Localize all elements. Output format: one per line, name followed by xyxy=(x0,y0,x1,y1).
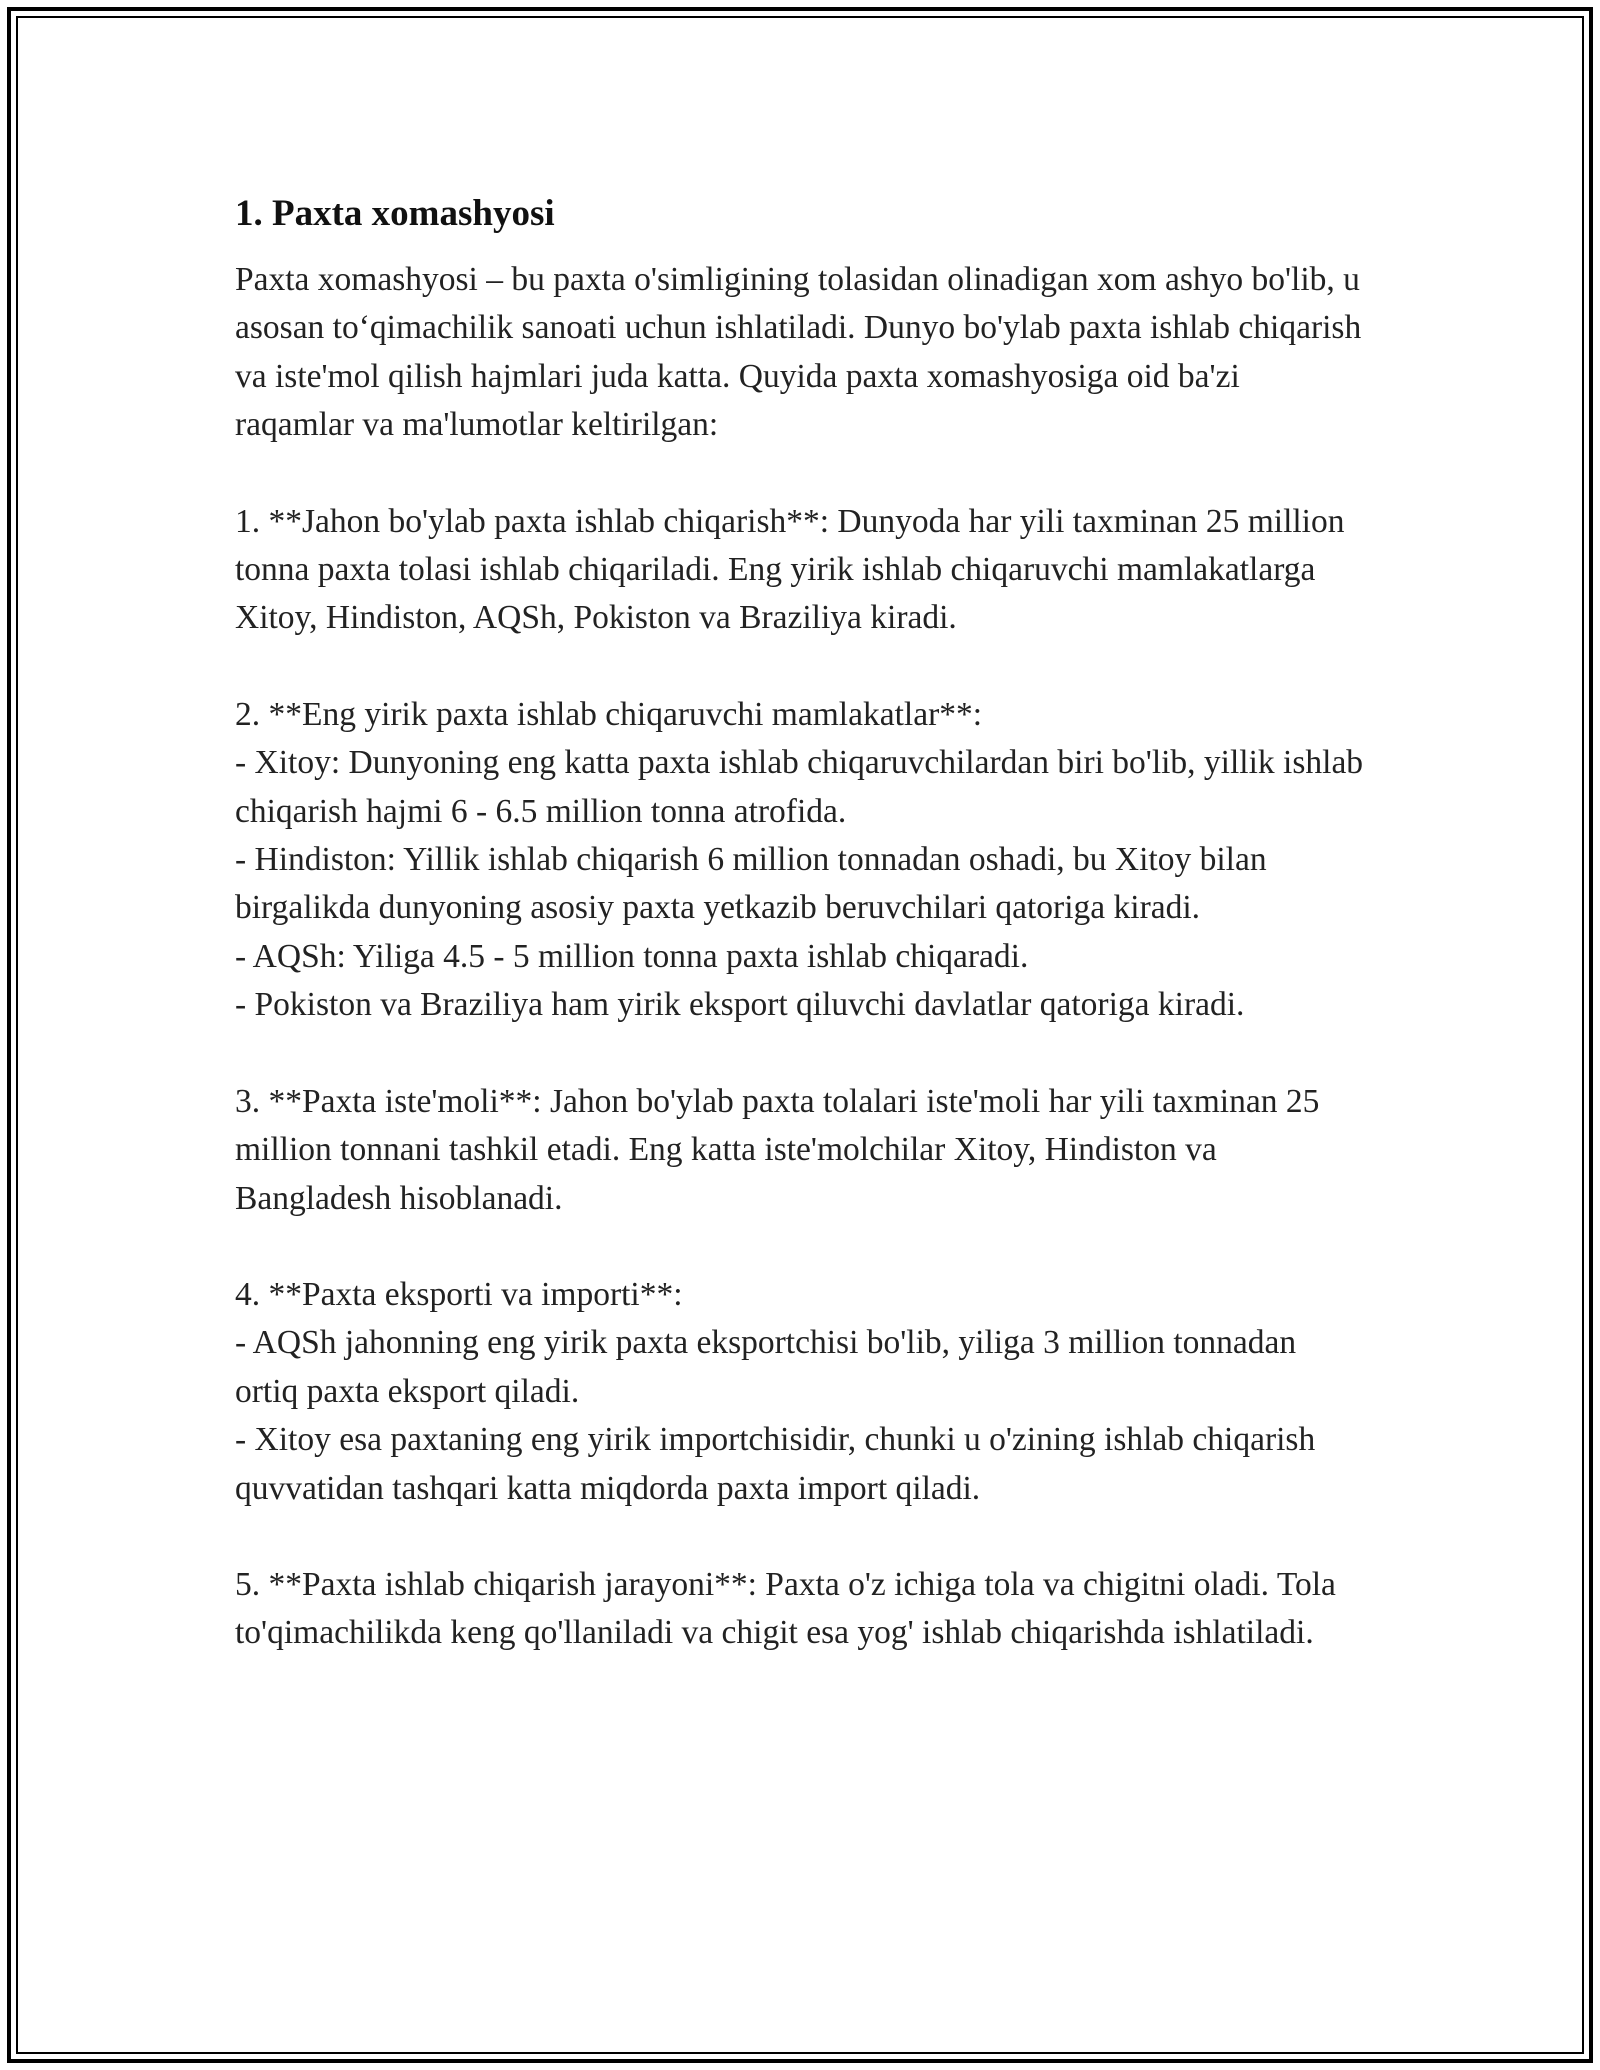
intro-paragraph: Paxta xomashyosi – bu paxta o'simligining tolasidan olinadigan xom ashyo bo'lib, u asosan to‘qimachilik sanoati uchun ishlatiladi. Dunyo bo'ylab paxta ishlab chiqarish va iste'mol qilish hajmlari juda katta. Quyida paxta xomashyosiga oid ba'zi raqamlar va ma'lumotlar keltirilgan: xyxy=(235,261,1362,444)
item-production-process: 5. **Paxta ishlab chiqarish jarayoni**: Paxta o'z ichiga tola va chigitni oladi. Tola to'qimachilikda keng qo'llaniladi va chigit esa yog' ishlab chiqarishda ishlatiladi. xyxy=(235,1565,1336,1652)
item-top-producers: 2. **Eng yirik paxta ishlab chiqaruvchi mamlakatlar**: - Xitoy: Dunyoning eng katta paxta ishlab chiqaruvchilardan biri bo'lib, yillik ishlab chiqarish hajmi 6 - 6.5 million tonna atrofida. - Hindiston: Yillik ishlab chiqarish 6 million tonnadan oshadi, bu Xitoy bilan birgalikda dunyoning asosiy paxta yetkazib beruvchilari qatoriga kiradi. - AQSh: Yiliga 4.5 - 5 million tonna paxta ishlab chiqaradi. - Pokiston va Braziliya ham yirik eksport qiluvchi davlatlar qatoriga kiradi. xyxy=(235,695,1364,1024)
item-consumption: 3. **Paxta iste'moli**: Jahon bo'ylab paxta tolalari iste'moli har yili taxminan 25 million tonnani tashkil etadi. Eng katta iste'molchilar Xitoy, Hindiston va Bangladesh hisoblanadi. xyxy=(235,1082,1320,1217)
item-world-production: 1. **Jahon bo'ylab paxta ishlab chiqarish**: Dunyoda har yili taxminan 25 million tonna paxta tolasi ishlab chiqariladi. Eng yirik ishlab chiqaruvchi mamlakatlarga Xitoy, Hindiston, AQSh, Pokiston va Braziliya kiradi. xyxy=(235,502,1345,637)
document-body xyxy=(235,182,1365,1658)
item-export-import: 4. **Paxta eksporti va importi**: - AQSh jahonning eng yirik paxta eksportchisi bo'lib, yiliga 3 million tonnadan ortiq paxta eksport qiladi. - Xitoy esa paxtaning eng yirik importchisidir, chunki u o'zining ishlab chiqarish quvvatidan tashqari katta miqdorda paxta import qiladi. xyxy=(235,1275,1316,1507)
section-heading: 1. Paxta xomashyosi xyxy=(235,193,555,234)
